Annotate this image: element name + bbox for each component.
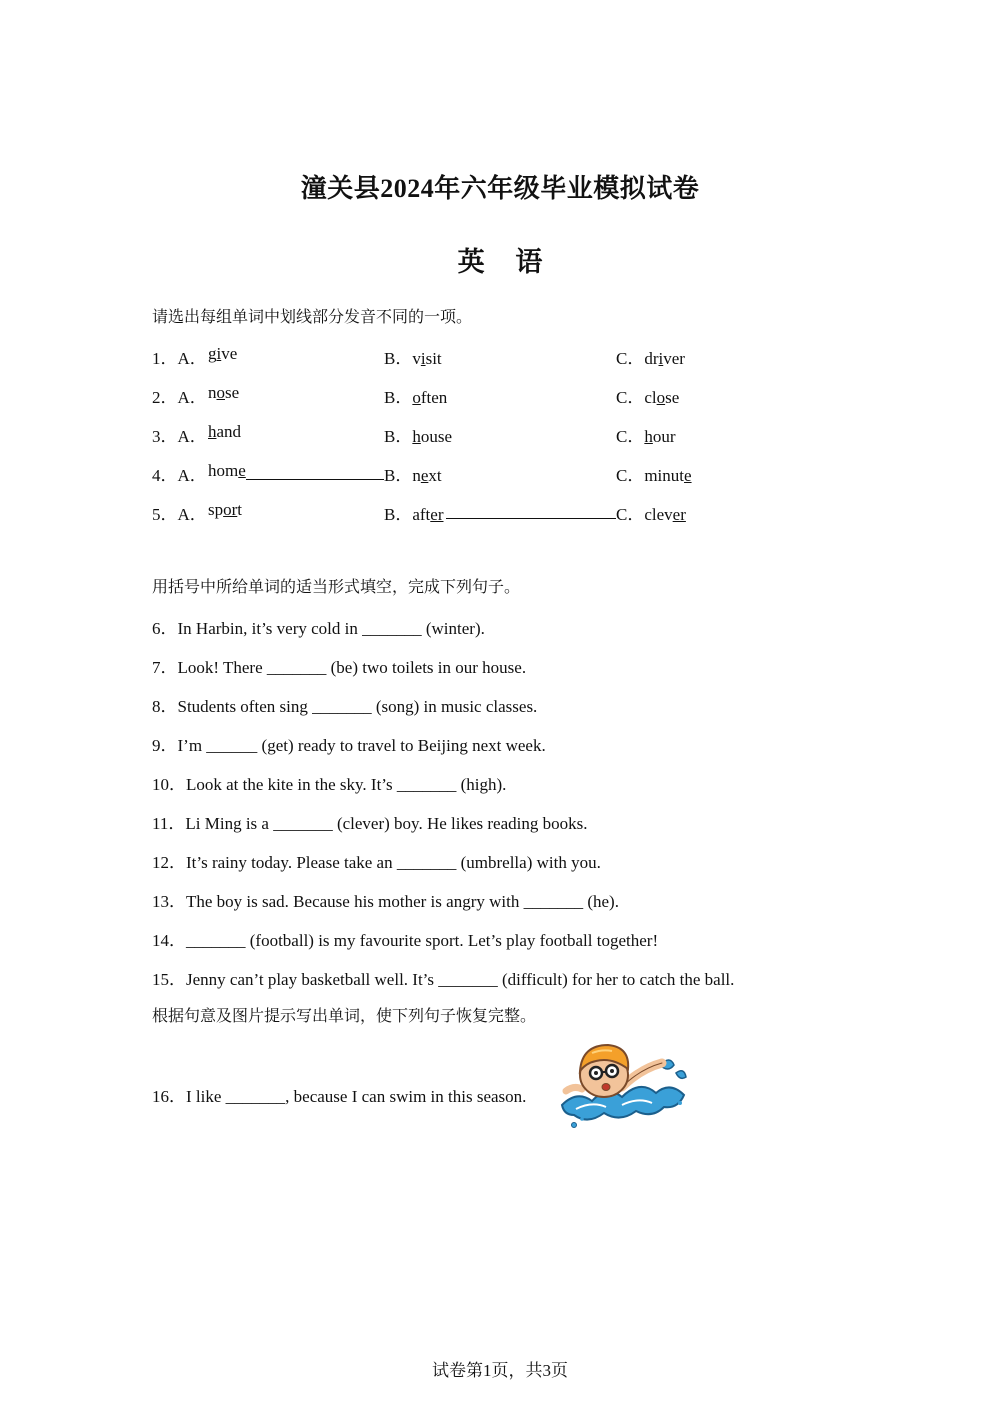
option-b: B．visit <box>384 349 442 368</box>
option-c: C．minute <box>616 466 692 485</box>
option-a: sport <box>208 500 243 519</box>
sentence-16: 16．I like _______, because I can swim in this season. <box>152 1087 527 1106</box>
question-number: 1．A． <box>152 349 207 368</box>
underline-rule <box>246 479 384 480</box>
question-number: 5．A． <box>152 505 207 524</box>
option-c: C．driver <box>616 349 685 368</box>
option-c: C．hour <box>616 427 676 446</box>
option-b: B．house <box>384 427 453 446</box>
sentence-15: 15．Jenny can’t play basketball well. It’s _______ (difficult) for her to catch the ball. <box>152 970 735 989</box>
section2-instruction: 用括号中所给单词的适当形式填空，完成下列句子。 <box>152 577 521 596</box>
sentence-6: 6．In Harbin, it’s very cold in _______ (winter). <box>152 619 485 638</box>
option-a: home <box>208 461 246 480</box>
sentence-7: 7．Look! There _______ (be) two toilets in our house. <box>152 658 527 677</box>
option-a: give <box>208 344 238 363</box>
subject-title: 英 语 <box>457 247 555 277</box>
sentence-9: 9．I’m ______ (get) ready to travel to Beijing next week. <box>152 736 546 755</box>
question-number: 2．A． <box>152 388 207 407</box>
option-a: nose <box>208 383 240 402</box>
question-number: 3．A． <box>152 427 207 446</box>
sentence-13: 13．The boy is sad. Because his mother is angry with _______ (he). <box>152 892 619 911</box>
underline-rule <box>446 518 616 519</box>
section1-instruction: 请选出每组单词中划线部分发音不同的一项。 <box>152 307 473 326</box>
option-b: B．after <box>384 505 444 524</box>
sentence-12: 12．It’s rainy today. Please take an _______ (umbrella) with you. <box>152 853 601 872</box>
sentence-8: 8．Students often sing _______ (song) in music classes. <box>152 697 538 716</box>
option-c: C．clever <box>616 505 686 524</box>
option-c: C．close <box>616 388 680 407</box>
option-b: B．next <box>384 466 442 485</box>
page-footer: 试卷第1页，共3页 <box>432 1361 568 1380</box>
exam-title: 潼关县2024年六年级毕业模拟试卷 <box>300 174 700 203</box>
option-a: hand <box>208 422 242 441</box>
sentence-14: 14．_______ (football) is my favourite sport. Let’s play football together! <box>152 931 659 950</box>
sentence-11: 11．Li Ming is a _______ (clever) boy. He likes reading books. <box>152 814 588 833</box>
section3-instruction: 根据句意及图片提示写出单词，使下列句子恢复完整。 <box>152 1006 537 1025</box>
swimmer-illustration <box>552 1035 694 1131</box>
sentence-10: 10．Look at the kite in the sky. It’s _______ (high). <box>152 775 507 794</box>
option-b: B．often <box>384 388 448 407</box>
question-number: 4．A． <box>152 466 207 485</box>
